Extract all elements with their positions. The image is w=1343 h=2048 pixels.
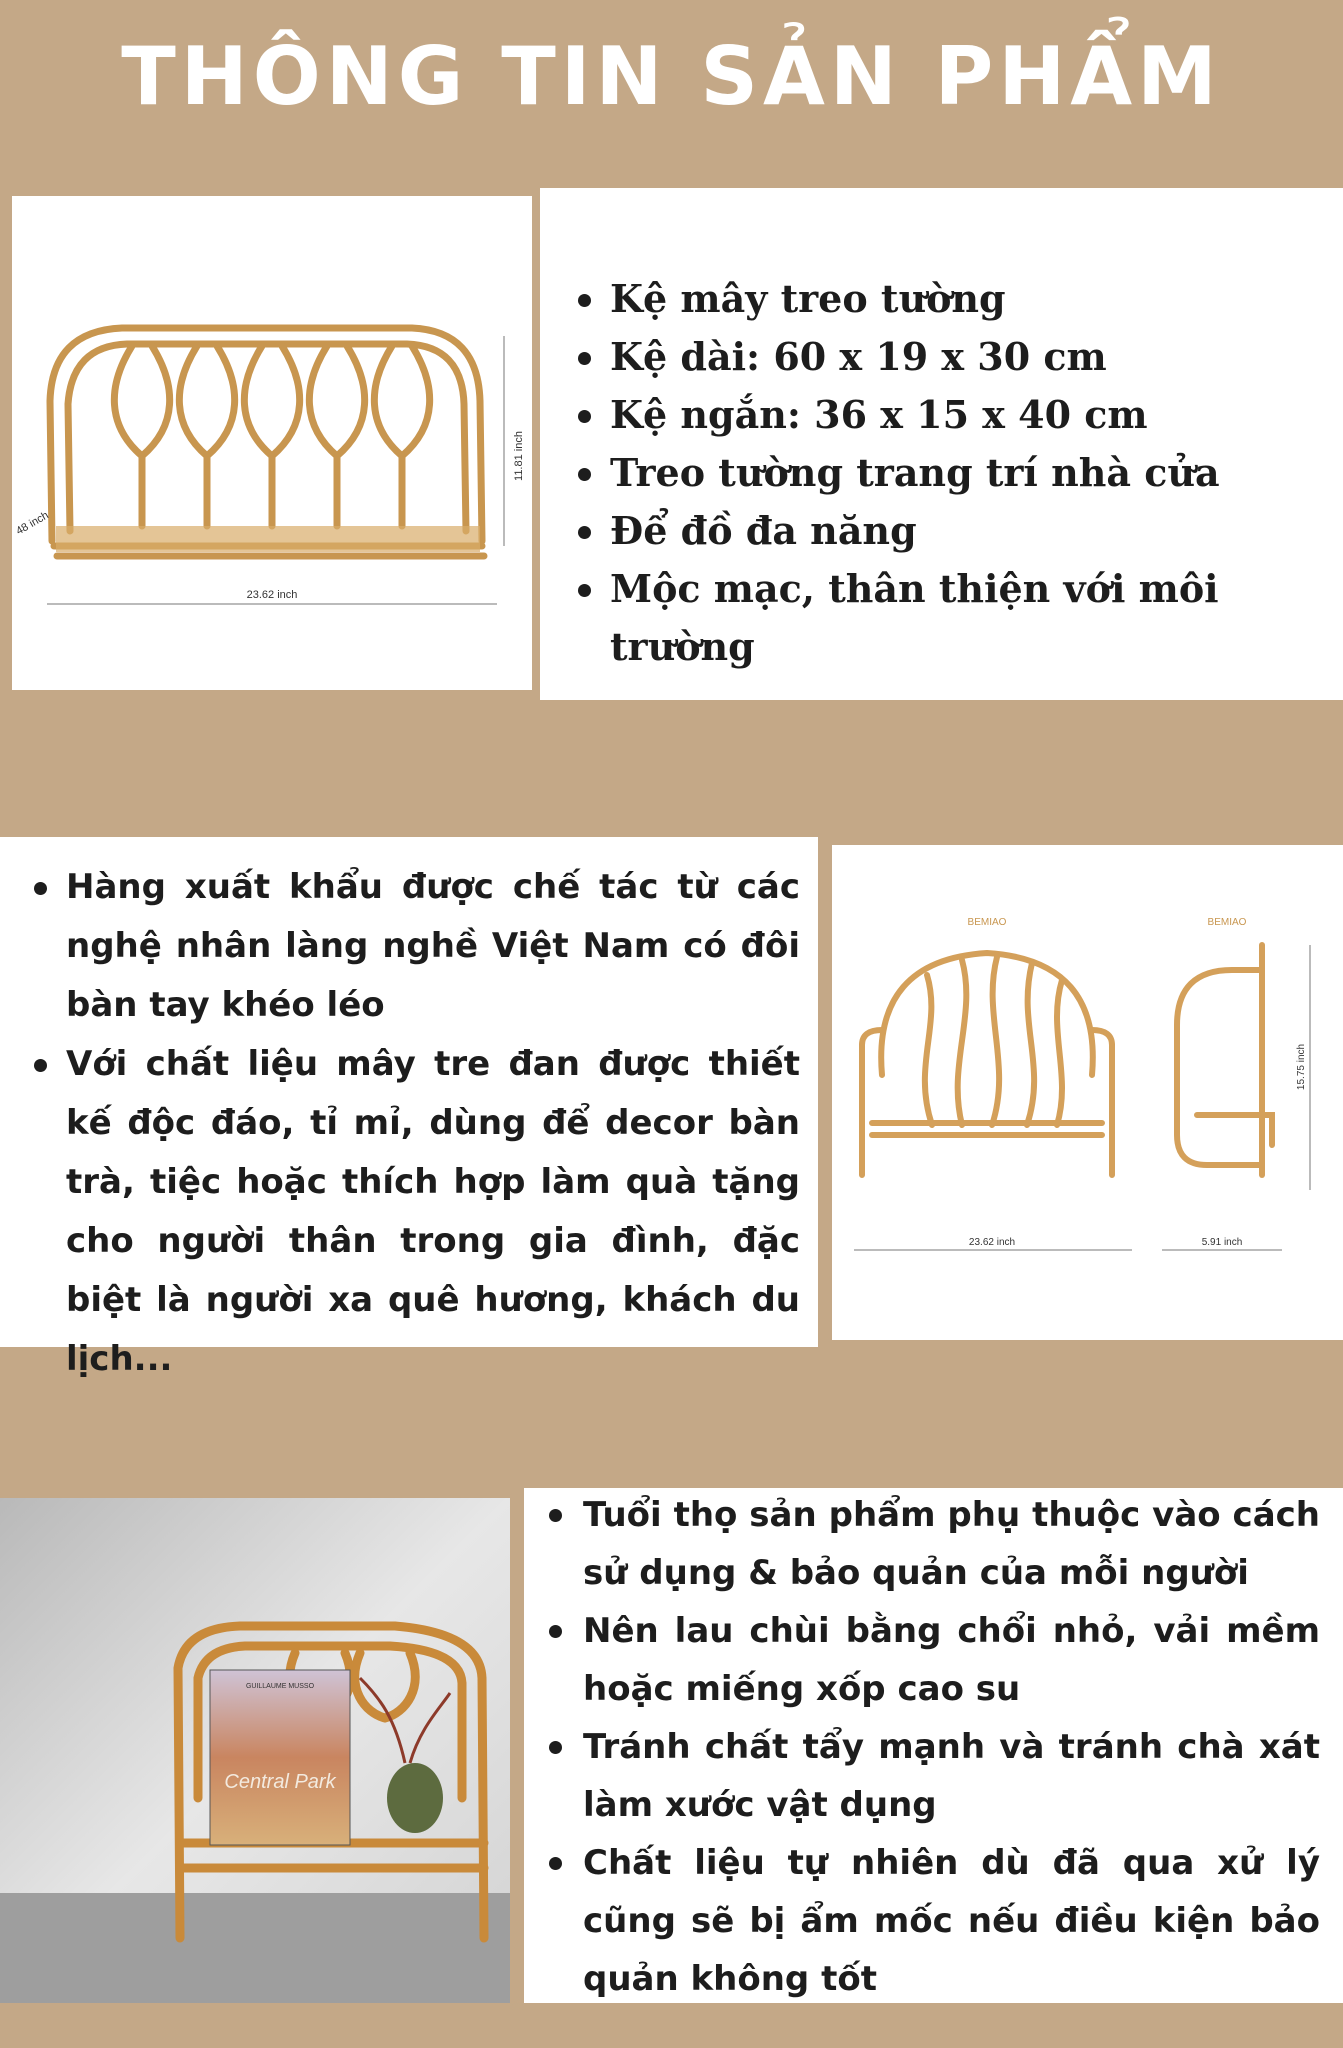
- list-item: Kệ ngắn: 36 x 15 x 40 cm: [570, 386, 1310, 444]
- list-item: Treo tường trang trí nhà cửa: [570, 444, 1310, 502]
- list-item: Tuổi thọ sản phẩm phụ thuộc vào cách sử dụng & bảo quản của mỗi người: [545, 1486, 1320, 1602]
- section1-product-image: [12, 196, 532, 690]
- brand-logo-left: BEMIAO: [967, 917, 1007, 928]
- page-title: THÔNG TIN SẢN PHẨM: [121, 30, 1222, 123]
- list-item: Hàng xuất khẩu được chế tác từ các nghệ nhân làng nghề Việt Nam có đôi bàn tay khéo léo: [30, 858, 800, 1035]
- height-dimension-label: 11.81 inch: [513, 431, 525, 481]
- rattan-shelf-dimension-drawing: [12, 196, 532, 690]
- list-item: Nên lau chùi bằng chổi nhỏ, vải mềm hoặc miếng xốp cao su: [545, 1602, 1320, 1718]
- list-item: Mộc mạc, thân thiện với môi trường: [570, 560, 1310, 676]
- book-cover: [210, 1670, 350, 1845]
- book-title: Central Park: [224, 1771, 336, 1793]
- shelf-with-book-photo: [0, 1498, 510, 2003]
- list-item: Kệ mây treo tường: [570, 270, 1310, 328]
- list-item: Kệ dài: 60 x 19 x 30 cm: [570, 328, 1310, 386]
- list-item: Tránh chất tẩy mạnh và tránh chà xát làm xước vật dụng: [545, 1718, 1320, 1834]
- green-vase-icon: [387, 1763, 443, 1833]
- list-item: Để đồ đa năng: [570, 502, 1310, 560]
- rattan-shelf-two-views: [832, 845, 1343, 1340]
- depth-dimension-label: 5.91 inch: [1201, 1237, 1243, 1248]
- section2-product-image: [832, 845, 1343, 1340]
- product-specs-list: [570, 270, 1310, 676]
- depth-dimension-label: 48 inch: [14, 509, 51, 538]
- width-dimension-label: 23.62 inch: [968, 1237, 1016, 1248]
- list-item: Với chất liệu mây tre đan được thiết kế độc đáo, tỉ mỉ, dùng để decor bàn trà, tiệc hoặc thích hợp làm quà tặng cho người thân trong gia đình, đặc biệt là người xa quê hương, khách du lịch...: [30, 1035, 800, 1389]
- product-origin-list: [30, 858, 800, 1389]
- brand-logo-right: BEMIAO: [1207, 917, 1247, 928]
- height-dimension-label: 15.75 inch: [1296, 1043, 1307, 1091]
- width-dimension-label: 23.62 inch: [246, 589, 298, 601]
- list-item: Chất liệu tự nhiên dù đã qua xử lý cũng sẽ bị ẩm mốc nếu điều kiện bảo quản không tốt: [545, 1834, 1320, 2008]
- section3-lifestyle-photo: [0, 1498, 510, 2003]
- book-author: GUILLAUME MUSSO: [245, 1683, 315, 1690]
- care-instructions-list: [545, 1486, 1320, 2008]
